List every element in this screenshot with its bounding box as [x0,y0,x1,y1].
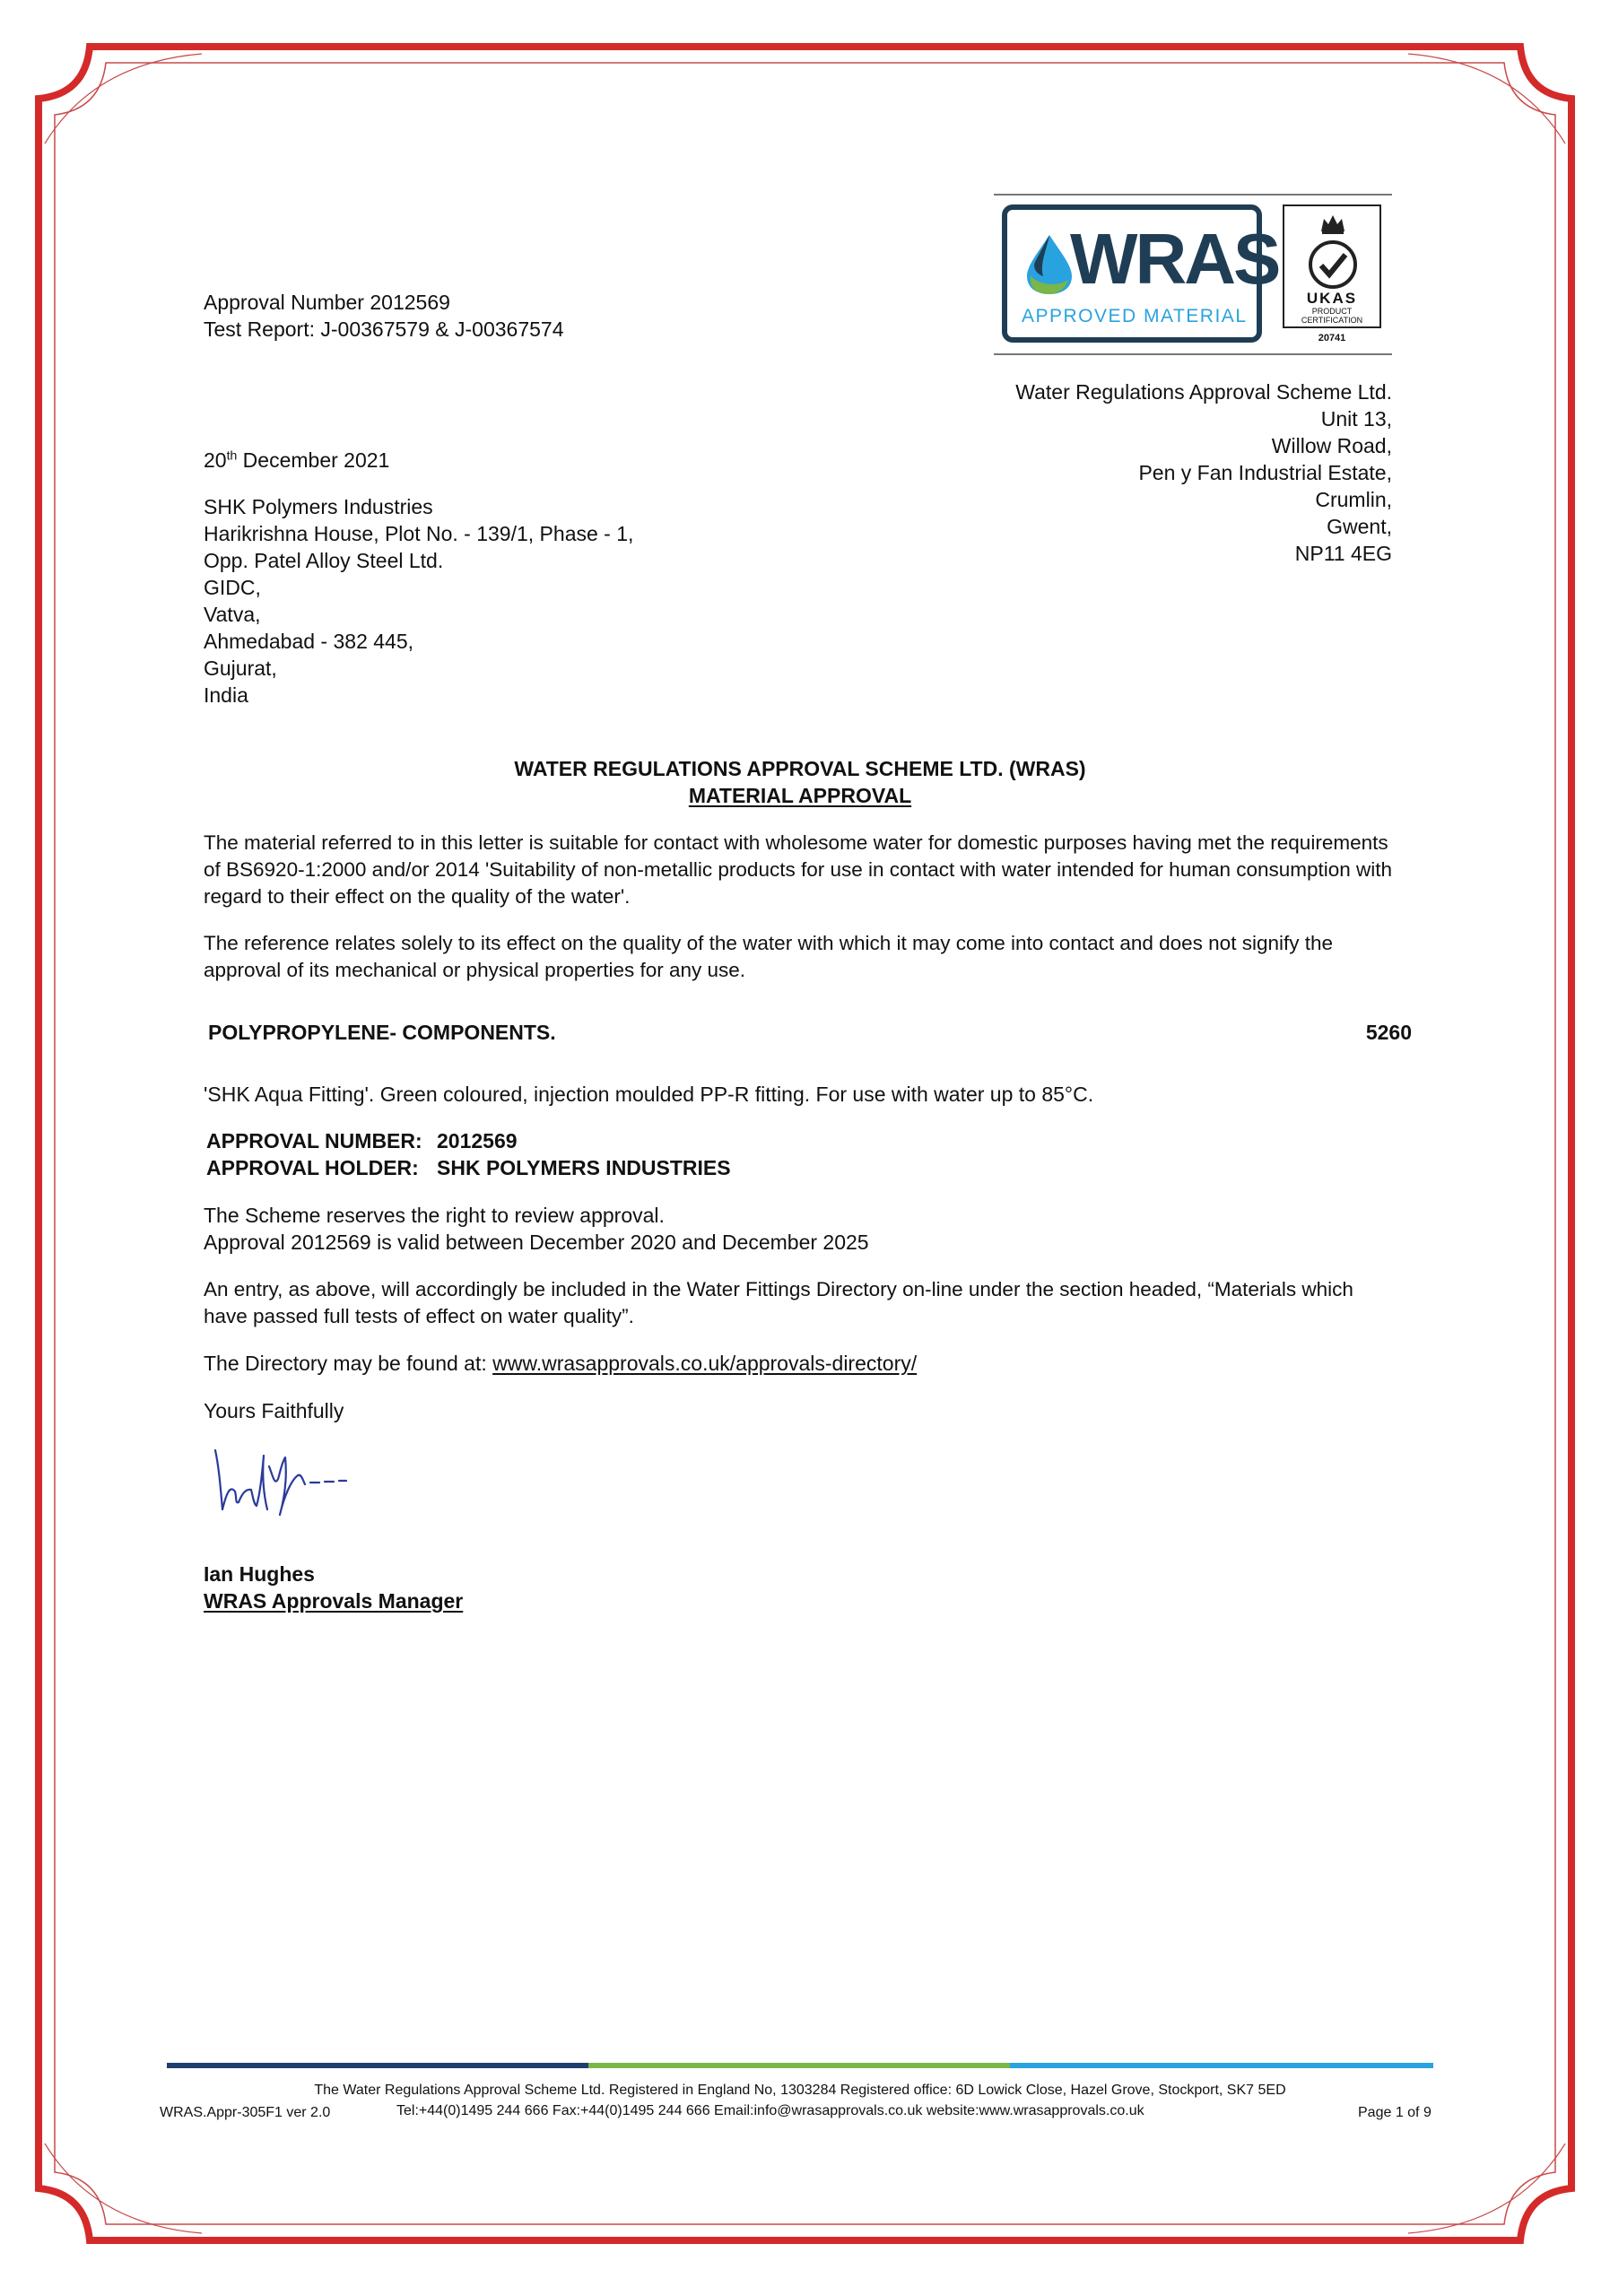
product-description: 'SHK Aqua Fitting'. Green coloured, injection moulded PP-R fitting. For use with water up to 85°C. [204,1083,1094,1106]
test-report-header: Test Report: J-00367579 & J-00367574 [204,317,564,341]
handwritten-signature [205,1439,357,1520]
category-code: 5260 [1365,1021,1412,1044]
address-line: Gujurat, [204,657,277,680]
ukas-label: UKAS [1306,290,1358,307]
address-line: Willow Road, [1271,434,1392,457]
signatory-name: Ian Hughes [204,1562,315,1586]
document-subtitle-wrap [204,782,1397,809]
footer-bar-navy [167,2063,588,2068]
approval-number-header: Approval Number 2012569 [204,291,450,314]
ukas-number: 20741 [1318,333,1346,344]
material-category: POLYPROPYLENE- COMPONENTS. [208,1021,556,1044]
address-line: Water Regulations Approval Scheme Ltd. [1015,380,1392,404]
footer-contact: Tel:+44(0)1495 244 666 Fax:+44(0)1495 244 666 Email:info@wrasapprovals.co.uk website:www.wrasapprovals.co.uk [396,2103,1144,2118]
footer-form-id: WRAS.Appr-305F1 ver 2.0 [160,2105,331,2120]
body-paragraph-suitability: The material referred to in this letter is suitable for contact with wholesome water for domestic purposes having met the requirements of BS6920-1:2000 and/or 2014 'Suitability of non-metallic products for use in contact with water intended for human consumption with regard to their effect on the quality of the water'. [204,831,1393,908]
address-line: Pen y Fan Industrial Estate, [1138,461,1392,484]
approval-number-label: APPROVAL NUMBER: [206,1129,422,1152]
directory-prefix: The Directory may be found at: [204,1352,493,1375]
water-drop-icon [1025,233,1074,296]
signatory-role: WRAS Approvals Manager [204,1589,464,1613]
closing-salutation: Yours Faithfully [204,1399,344,1422]
address-line: Opp. Patel Alloy Steel Ltd. [204,549,444,572]
sender-address [897,378,1392,567]
body-paragraph-reference: The reference relates solely to its effect on the quality of the water with which it may come into contact and does not signify the approval of its mechanical or physical properties for any use. [204,932,1334,981]
date-suffix: th [226,448,238,463]
address-line: SHK Polymers Industries [204,495,433,518]
address-line: GIDC, [204,576,261,599]
crown-icon [1318,212,1347,235]
document-subtitle: MATERIAL APPROVAL [688,784,912,807]
footer-bar-green [588,2063,1010,2068]
approval-holder-label: APPROVAL HOLDER: [206,1156,419,1179]
wras-tagline: APPROVED MATERIAL [1022,306,1248,326]
letter-date [204,447,389,474]
approval-holder-value: SHK POLYMERS INDUSTRIES [437,1156,731,1179]
address-line: Vatva, [204,603,261,626]
footer-bar-blue [1010,2063,1433,2068]
ukas-mark [1283,204,1381,328]
wras-wordmark: WRAS [1070,219,1279,299]
checkmark-circle-icon [1307,239,1359,291]
review-notice: The Scheme reserves the right to review approval. [204,1204,665,1227]
address-line: Gwent, [1327,515,1392,538]
footer-registration: The Water Regulations Approval Scheme Ltd. Registered in England No, 1303284 Registered office: 6D Lowick Close, Hazel Grove, Stockport, SK7 5ED [314,2083,1286,2098]
validity-statement: Approval 2012569 is valid between December 2020 and December 2025 [204,1231,869,1254]
ukas-product: PRODUCT [1311,307,1353,316]
address-line: Harikrishna House, Plot No. - 139/1, Phase - 1, [204,522,634,545]
ukas-certification: CERTIFICATION [1301,316,1363,325]
address-line: Crumlin, [1315,488,1392,511]
date-day: 20 [204,448,227,472]
footer-color-bar [167,2063,1433,2068]
recipient-address [204,493,633,709]
address-line: NP11 4EG [1294,542,1392,565]
approval-number-value: 2012569 [437,1129,518,1152]
address-line: India [204,683,248,707]
document-title: WATER REGULATIONS APPROVAL SCHEME LTD. (WRAS) [514,757,1086,780]
wras-logo [994,194,1392,355]
footer-page-number: Page 1 of 9 [1358,2105,1432,2120]
address-line: Unit 13, [1320,407,1392,430]
address-line: Ahmedabad - 382 445, [204,630,414,653]
wras-logo-box [1002,204,1279,343]
directory-line [204,1350,917,1377]
date-rest: December 2021 [237,448,390,472]
directory-link[interactable]: www.wrasapprovals.co.uk/approvals-directory/ [492,1352,918,1375]
directory-entry-paragraph: An entry, as above, will accordingly be included in the Water Fittings Directory on-line under the section headed, “Materials which have passed full tests of effect on water quality”. [204,1278,1353,1327]
